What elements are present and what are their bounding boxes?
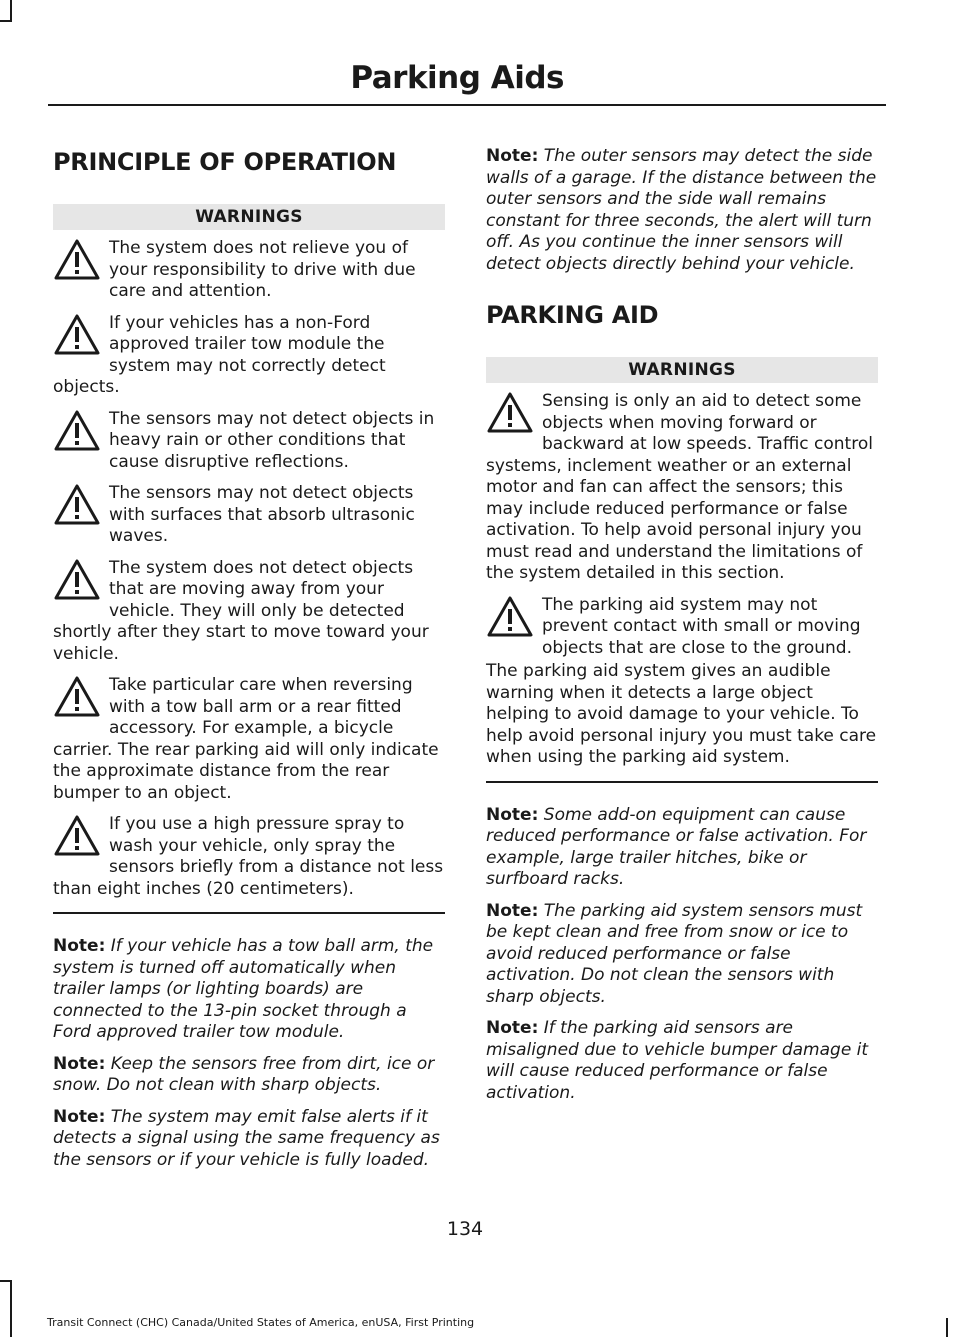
crop-mark (0, 20, 12, 22)
warning-triangle-icon (53, 238, 101, 282)
note-text: If your vehicle has a tow ball arm, the system is turned off automatically when trailer lamps (or lighting boards) are connected to the 13-pin socket through a Ford approved trailer tow module. (53, 936, 434, 1042)
warning-item (53, 675, 445, 804)
note (53, 1107, 445, 1172)
warnings-heading: WARNINGS (53, 204, 445, 230)
body-text: The parking aid system gives an audible warning when it detects a large object helping to avoid damage to your vehicle. To help avoid personal injury you must take care when using the parking aid system. (486, 661, 877, 767)
warning-triangle-icon (486, 391, 534, 435)
warning-item (53, 409, 445, 474)
note-text: Some add-on equipment can cause reduced performance or false activation. For example, large trailer hitches, bike or surfboard racks. (486, 804, 867, 889)
warning-text: The sensors may not detect objects with surfaces that absorb ultrasonic waves. (109, 483, 415, 546)
warning-triangle-icon (53, 675, 101, 719)
warning-text: The parking aid system may not prevent contact with small or moving objects that are close to the ground. (542, 594, 861, 658)
note-label: Note: (486, 146, 539, 166)
section-divider (53, 912, 445, 914)
section-divider (486, 781, 878, 783)
warning-text: The system does not relieve you of your responsibility to drive with due care and attention. (109, 238, 416, 301)
note (486, 901, 878, 1009)
note-text: The system may emit false alerts if it detects a signal using the same frequency as the sensors or if your vehicle is fully loaded. (53, 1106, 440, 1170)
warning-triangle-icon (53, 814, 101, 858)
note (486, 1018, 878, 1104)
warning-text: Take particular care when reversing with a tow ball arm or a rear fitted accessory. For example, a bicycle carrier. The rear parking aid will only indicate the approximate distance from the rear bumper to an object. (53, 675, 439, 803)
note-label: Note: (53, 1053, 106, 1074)
crop-mark (946, 1318, 948, 1337)
warning-text: The system does not detect objects that are moving away from your vehicle. They will only be detected shortly after they start to move toward your vehicle. (53, 557, 429, 664)
warning-item (53, 814, 445, 900)
warning-text: If your vehicles has a non-Ford approved trailer tow module the system may not correctly detect objects. (53, 312, 386, 397)
header-rule (48, 104, 886, 106)
note-text: The outer sensors may detect the side walls of a garage. If the distance between the outer sensors and the side wall remains constant for three seconds, the alert will turn off. As you continue the inner sensors will detect objects directly behind your vehicle. (486, 146, 877, 274)
crop-mark (0, 1280, 12, 1282)
warning-item (53, 483, 445, 548)
note-label: Note: (53, 936, 106, 956)
crop-mark (10, 1280, 12, 1337)
page-title: Parking Aids (350, 60, 564, 96)
note-label: Note: (53, 1106, 106, 1127)
left-column (53, 140, 445, 1181)
page-number: 134 (446, 1218, 484, 1240)
note-text: Keep the sensors free from dirt, ice or snow. Do not clean with sharp objects. (53, 1053, 435, 1095)
warning-triangle-icon (53, 409, 101, 453)
warning-triangle-icon (486, 595, 534, 639)
note (53, 1054, 445, 1097)
warning-text: The sensors may not detect objects in heavy rain or other conditions that cause disruptive reflections. (109, 408, 435, 472)
note-label: Note: (486, 804, 539, 825)
warning-text: Sensing is only an aid to detect some objects when moving forward or backward at low speeds. Traffic control systems, inclement weather or an external motor and fan can affect the sensors; this may include reduced performance or false activation. To help avoid personal injury you must read and understand the limitations of the system detailed in this section. (486, 391, 873, 583)
note-text: The parking aid system sensors must be kept clean and free from snow or ice to avoid reduced performance or false activation. Do not clean the sensors with sharp objects. (486, 900, 863, 1007)
warning-triangle-icon (53, 313, 101, 357)
section-title: PARKING AID (486, 301, 659, 329)
note (486, 146, 878, 275)
warning-item (486, 391, 878, 585)
right-column (486, 140, 878, 1114)
warning-item (53, 313, 445, 399)
warning-item (53, 238, 445, 303)
warning-text: If you use a high pressure spray to wash your vehicle, only spray the sensors briefly from a distance not less than eight inches (20 centimeters). (53, 814, 444, 899)
warnings-heading: WARNINGS (486, 357, 878, 383)
warning-item (53, 558, 445, 666)
warning-item (486, 595, 878, 660)
note-text: If the parking aid sensors are misaligned due to vehicle bumper damage it will cause reduced performance or false activation. (486, 1018, 869, 1103)
warning-triangle-icon (53, 558, 101, 602)
crop-mark (10, 0, 12, 20)
note (53, 936, 445, 1044)
footer-text: Transit Connect (CHC) Canada/United States of America, enUSA, First Printing (47, 1316, 475, 1329)
note-label: Note: (486, 900, 539, 921)
section-title: PRINCIPLE OF OPERATION (53, 148, 397, 176)
note-label: Note: (486, 1018, 539, 1038)
warning-triangle-icon (53, 483, 101, 527)
note (486, 805, 878, 891)
